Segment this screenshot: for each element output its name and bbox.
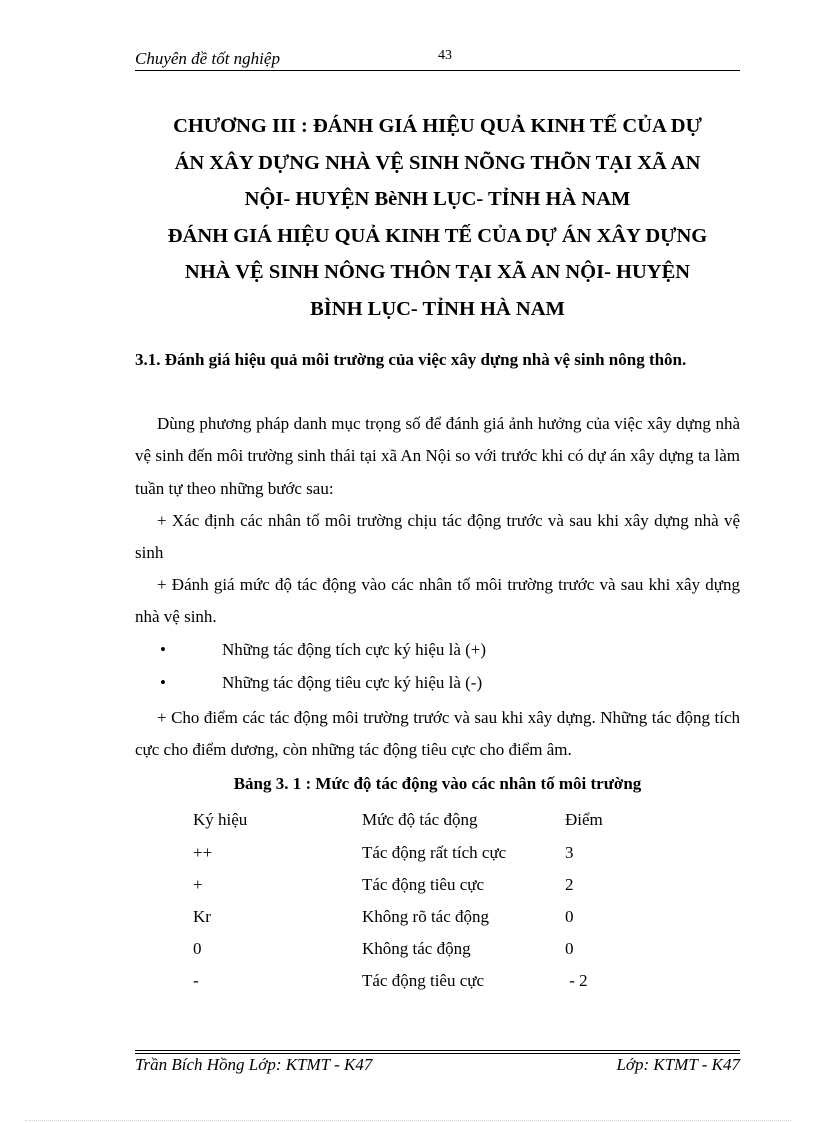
table-cell: + — [193, 875, 203, 894]
header-rule — [135, 70, 740, 71]
chapter-title-line: ÁN XÂY DỰNG NHÀ VỆ SINH NÕNG THÕN TẠI XÃ AN — [174, 151, 701, 174]
bullet-marker: • — [160, 640, 166, 659]
chapter-title-line: NỘI- HUYỆN BèNH LỤC- TỈNH HÀ NAM — [244, 188, 631, 210]
table-cell: Không rõ tác động — [362, 907, 490, 926]
table-cell: Tác động tiêu cực — [362, 971, 485, 990]
table-cell: - — [193, 971, 199, 990]
footer-class: Lớp: KTMT - K47 — [616, 1055, 740, 1074]
footer-rule — [135, 1053, 740, 1054]
header-title: Chuyên đề tốt nghiệp — [135, 49, 280, 68]
section-heading: 3.1. Đánh giá hiệu quả môi trường của việc xây dựng nhà vệ sinh nông thôn. — [135, 350, 687, 369]
table-cell: 0 — [565, 939, 574, 958]
footer-rule — [135, 1050, 740, 1051]
paragraph-intro: Dùng phương pháp danh mục trọng số để đánh giá ảnh hưởng của việc xây dựng nhà vệ sinh đến môi trường sinh thái tại xã An Nội so với trước khi có dự án xây dựng ta làm tuần tự theo những bước sau: — [135, 414, 740, 498]
chapter-title — [115, 108, 760, 327]
chapter-title-line: ĐÁNH GIÁ HIỆU QUẢ KINH TẾ CỦA DỰ ÁN XÂY DỰNG — [167, 224, 708, 247]
table-cell: 2 — [565, 875, 574, 894]
table-header-cell: Ký hiệu — [193, 810, 248, 829]
paragraph-step-3: + Cho điểm các tác động môi trường trước và sau khi xây dựng. Những tác động tích cực cho điểm dương, còn những tác động tiêu cực cho điểm âm. — [135, 708, 740, 760]
page-header — [135, 48, 740, 70]
page-number: 43 — [438, 48, 452, 63]
table-cell: 0 — [193, 939, 202, 958]
table-cell: 3 — [565, 843, 574, 862]
chapter-title-line: BÌNH LỤC- TỈNH HÀ NAM — [310, 297, 565, 320]
bullet-item: Những tác động tiêu cực ký hiệu là (-) — [222, 673, 483, 692]
chapter-title-line: NHÀ VỆ SINH NÔNG THÔN TẠI XÃ AN NỘI- HUYỆN — [184, 261, 691, 283]
table-header-cell: Điểm — [565, 810, 603, 829]
footer-author: Trần Bích Hồng Lớp: KTMT - K47 — [135, 1055, 373, 1074]
bullet-item: Những tác động tích cực ký hiệu là (+) — [222, 640, 487, 659]
paragraph-step-2: + Đánh giá mức độ tác động vào các nhân tố môi trường trước và sau khi xây dựng nhà vệ sinh. — [135, 575, 740, 627]
chapter-title-line: CHƯƠNG III : ĐÁNH GIÁ HIỆU QUẢ KINH TẾ CỦA DỰ — [173, 115, 702, 137]
table-cell: Tác động tiêu cực — [362, 875, 485, 894]
table-cell: 0 — [565, 907, 574, 926]
table-cell: - 2 — [565, 971, 588, 990]
table-cell: ++ — [193, 843, 213, 862]
paragraph-step-1: + Xác định các nhân tố môi trường chịu tác động trước và sau khi xây dựng nhà vệ sinh — [135, 511, 740, 563]
table-cell: Tác động rất tích cực — [362, 843, 507, 862]
table-header-cell: Mức độ tác động — [362, 810, 478, 829]
table-cell: Không tác động — [362, 939, 471, 958]
table-cell: Kr — [193, 907, 211, 926]
page-border-dots — [25, 1120, 791, 1121]
table-caption: Bảng 3. 1 : Mức độ tác động vào các nhân tố môi trường — [233, 774, 642, 793]
bullet-marker: • — [160, 673, 166, 692]
